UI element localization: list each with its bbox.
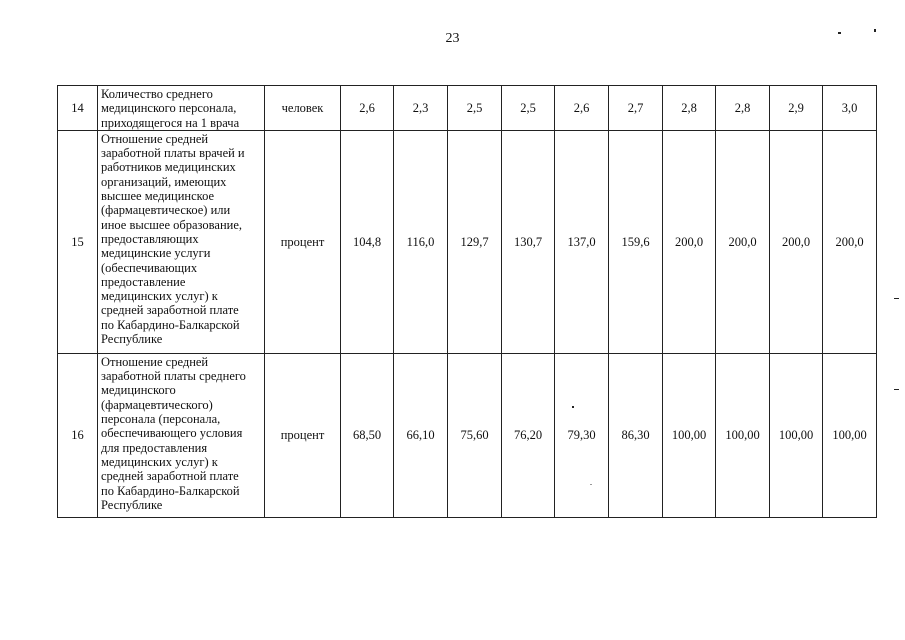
description-line: медицинских услуг) к xyxy=(101,289,218,304)
description-line: работников медицинских xyxy=(101,160,236,175)
description-line: приходящегося на 1 врача xyxy=(101,115,240,130)
value-cell: 200,0 xyxy=(770,130,823,353)
value-cell: 116,0 xyxy=(394,130,448,353)
description-line: средней заработной плате xyxy=(101,469,239,484)
value-cell: 130,7 xyxy=(502,130,555,353)
value-cell: 68,50 xyxy=(341,353,394,517)
value-cell: 100,00 xyxy=(823,353,877,517)
description-line: заработной платы среднего xyxy=(101,369,246,384)
value-cell: 200,0 xyxy=(823,130,877,353)
description-line: заработной платы врачей и xyxy=(101,146,245,161)
indicator-description xyxy=(98,353,265,517)
table-row xyxy=(58,353,877,517)
description-line: медицинского персонала, xyxy=(101,101,237,116)
description-line: Республике xyxy=(101,332,163,347)
value-cell: 86,30 xyxy=(609,353,663,517)
unit-cell: человек xyxy=(265,86,341,131)
description-line: (фармацевтическое) или xyxy=(101,203,231,218)
value-cell: 200,0 xyxy=(716,130,770,353)
value-cell: 100,00 xyxy=(716,353,770,517)
value-cell: 3,0 xyxy=(823,86,877,131)
description-line: высшее медицинское xyxy=(101,189,215,204)
description-line: для предоставления xyxy=(101,440,208,455)
indicator-description xyxy=(98,130,265,353)
scan-speck xyxy=(838,32,841,34)
description-line: организаций, имеющих xyxy=(101,174,227,189)
description-line: медицинские услуги xyxy=(101,246,211,261)
description-line: по Кабардино-Балкарской xyxy=(101,317,240,332)
scan-speck xyxy=(874,29,876,32)
description-line: (фармацевтического) xyxy=(101,397,213,412)
value-cell: 100,00 xyxy=(770,353,823,517)
value-cell: 2,8 xyxy=(716,86,770,131)
value-cell: 2,3 xyxy=(394,86,448,131)
row-number: 15 xyxy=(58,130,98,353)
description-line: медицинского xyxy=(101,383,176,398)
description-line: (обеспечивающих xyxy=(101,260,198,275)
description-line: Отношение средней xyxy=(101,354,209,369)
unit-cell: процент xyxy=(265,130,341,353)
description-line: средней заработной плате xyxy=(101,303,239,318)
row-number: 16 xyxy=(58,353,98,517)
value-cell: 75,60 xyxy=(448,353,502,517)
indicator-description xyxy=(98,86,265,131)
unit-cell: процент xyxy=(265,353,341,517)
value-cell: 2,9 xyxy=(770,86,823,131)
scan-speck xyxy=(894,389,899,390)
value-cell: 129,7 xyxy=(448,130,502,353)
value-cell: 159,6 xyxy=(609,130,663,353)
value-cell: 2,6 xyxy=(555,86,609,131)
table-row xyxy=(58,86,877,131)
value-cell: 137,0 xyxy=(555,130,609,353)
description-line: иное высшее образование, xyxy=(101,217,243,232)
indicators-table xyxy=(57,85,877,518)
description-line: медицинских услуг) к xyxy=(101,454,218,469)
value-cell: 2,5 xyxy=(502,86,555,131)
description-line: по Кабардино-Балкарской xyxy=(101,483,240,498)
value-cell: 200,0 xyxy=(663,130,716,353)
value-cell: 2,6 xyxy=(341,86,394,131)
value-cell: 76,20 xyxy=(502,353,555,517)
value-cell: 104,8 xyxy=(341,130,394,353)
value-cell: 79,30 xyxy=(555,353,609,517)
value-cell: 2,5 xyxy=(448,86,502,131)
description-line: Республике xyxy=(101,497,163,512)
value-cell: 2,7 xyxy=(609,86,663,131)
description-line: Отношение средней xyxy=(101,131,209,146)
description-line: предоставление xyxy=(101,274,186,289)
description-line: обеспечивающего условия xyxy=(101,426,243,441)
table-row xyxy=(58,130,877,353)
description-line: Количество среднего xyxy=(101,87,213,101)
page-number: 23 xyxy=(445,31,460,46)
description-line: предоставляющих xyxy=(101,231,199,246)
value-cell: 100,00 xyxy=(663,353,716,517)
scan-speck xyxy=(894,298,899,299)
row-number: 14 xyxy=(58,86,98,131)
description-line: персонала (персонала, xyxy=(101,412,221,427)
value-cell: 66,10 xyxy=(394,353,448,517)
value-cell: 2,8 xyxy=(663,86,716,131)
